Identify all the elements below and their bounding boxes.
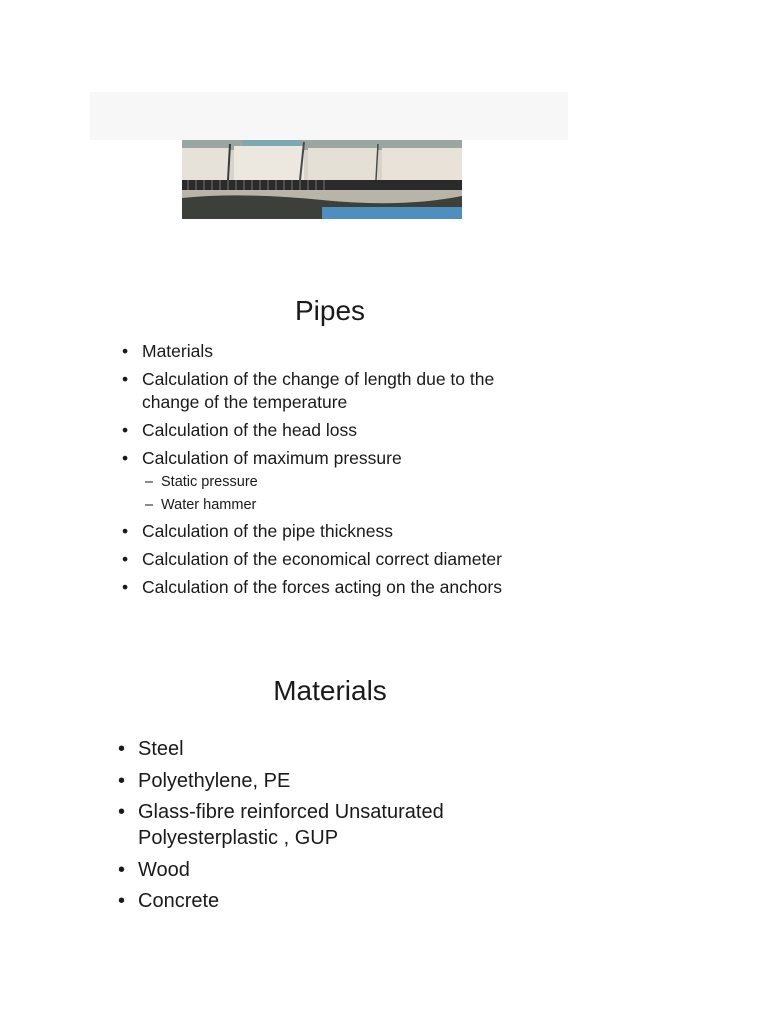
sub-list-item: [142, 495, 552, 515]
penstock-photo: [182, 140, 462, 219]
list-item: [122, 340, 552, 363]
list-item: [118, 888, 538, 914]
list-item: [118, 857, 538, 883]
bullet-text: Concrete: [138, 890, 220, 912]
list-item: [122, 419, 552, 442]
list-item: [122, 520, 552, 543]
list-item: [118, 799, 538, 851]
bullet-text: Wood: [138, 858, 190, 881]
bullet-text: Calculation of the pipe thickness: [142, 521, 393, 541]
sub-list-item: [142, 472, 552, 492]
bullet-text: Materials: [142, 341, 213, 361]
bullet-text: Calculation of the forces acting on the anchors: [142, 577, 502, 597]
bullet-text: Calculation of the economical correct diameter: [142, 549, 502, 569]
bullet-text: Polyethylene, PE: [138, 769, 291, 792]
bullet-text: Calculation of the change of length due to the change of the temperature: [142, 369, 495, 412]
bullet-text: Calculation of maximum pressure: [142, 448, 402, 468]
pressure-sub-list: [142, 472, 552, 515]
list-item: [122, 368, 552, 414]
materials-bullet-list: [118, 736, 538, 920]
slide-top-strip: [90, 92, 568, 140]
list-item: [122, 548, 552, 571]
bullet-text: Steel: [138, 738, 184, 760]
list-item: [118, 736, 538, 762]
sub-bullet-text: Static pressure: [161, 474, 258, 490]
bullet-text: Glass-fibre reinforced Unsaturated Polyesterplastic , GUP: [138, 801, 444, 849]
list-item: [122, 576, 552, 599]
bullet-text: Calculation of the head loss: [142, 420, 357, 440]
list-item: [118, 768, 538, 794]
list-item: [122, 447, 552, 515]
pipes-bullet-list: [122, 340, 552, 604]
slide-title-materials: Materials: [273, 675, 387, 706]
penstock-photo-image: [182, 140, 462, 219]
sub-bullet-text: Water hammer: [161, 497, 257, 513]
slide-title-pipes: Pipes: [294, 295, 366, 326]
